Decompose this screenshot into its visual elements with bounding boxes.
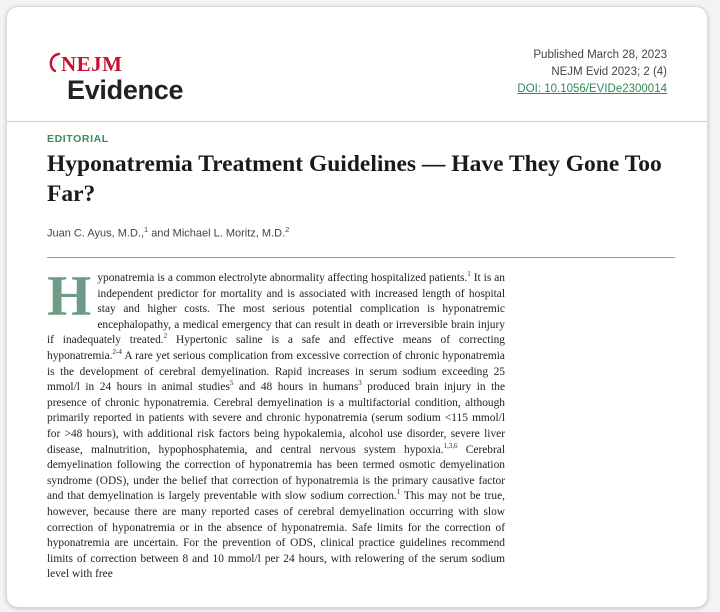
body-text: yponatremia is a common electrolyte abnormality affecting hospitalized patients. (97, 272, 468, 284)
author-separator: and (148, 227, 173, 240)
body-text: Hypertonic saline is a safe and effective means of correcting hyponatremia. (47, 334, 506, 362)
reference-marker[interactable]: 2-4 (112, 348, 122, 357)
author-name[interactable]: Juan C. Ayus, M.D., (47, 227, 145, 240)
reference-marker[interactable]: 1,3,6 (443, 441, 458, 450)
article-body (47, 265, 506, 583)
body-text: This may not be true, however, because there are many reported cases of cerebral demyelination occurring with slow correction of hyponatremia or in the absence of hyponatremia. Safe limits for the correction of hyponatremia are uncertain. For the prevention of ODS, clinical practice guidelines recommend limits of correction between 8 and 10 mmol/l per 24 hours, with relowering of the serum sodium level with free (47, 490, 505, 581)
nejm-evidence-logo[interactable] (47, 49, 197, 111)
reference-marker[interactable]: 1 (467, 270, 471, 279)
publication-info (517, 47, 667, 98)
body-text: Cerebral demyelination following the correction of hyponatremia has been termed osmotic demyelination syndrome (ODS), under the belief that correction of hyponatremia is the primary causative factor and that demyelination is largely preventable with slow sodium correction. (47, 443, 505, 503)
reference-marker[interactable]: 5 (229, 379, 234, 388)
reference-marker[interactable]: 3 (358, 379, 362, 388)
header-divider (7, 121, 707, 122)
author-line (47, 225, 289, 240)
logo-brand-text: NEJM (61, 52, 123, 76)
body-text: It is an independent predictor for mortality and is associated with increased length of hospital stay and higher costs. The most serious potential complication is hyponatremic encephalopathy, a medical emergency that can result in death or irreversible brain injury if inadequately treated. (47, 272, 505, 347)
body-text: produced brain injury in the presence of chronic hyponatremia. Cerebral demyelination is a multifactorial condition, although primarily reported in patients with severe and chronic hyponatremia (serum sodium <115 mmol/l for >48 hours), with additional risk factors being hypokalemia, alcohol use disorder, severe liver disease, malnutrition, hypophosphatemia, and central nervous system hypoxia. (47, 381, 506, 456)
affiliation-marker[interactable]: 1 (144, 225, 149, 234)
citation: NEJM Evid 2023; 2 (4) (551, 66, 667, 78)
article-page (6, 6, 708, 608)
title-divider (47, 257, 675, 258)
reference-marker[interactable]: 2 (163, 332, 168, 341)
section-label: EDITORIAL (47, 133, 109, 145)
reference-marker[interactable]: 1 (396, 488, 401, 497)
logo-product-text: Evidence (67, 75, 184, 105)
drop-cap: H (47, 265, 92, 328)
author-name[interactable]: Michael L. Moritz, M.D. (172, 227, 286, 240)
published-date: Published March 28, 2023 (533, 49, 667, 61)
body-text: A rare yet serious complication from excessive correction of chronic hyponatremia is the development of cerebral demyelination. Rapid increases in serum sodium exceeding 25 mmol/l in 24 hours in animal studies (47, 349, 505, 394)
doi-link[interactable]: DOI: 10.1056/EVIDe2300014 (517, 83, 667, 95)
affiliation-marker[interactable]: 2 (285, 225, 290, 234)
article-title: Hyponatremia Treatment Guidelines — Have They Gone Too Far? (47, 151, 662, 207)
body-text: and 48 hours in humans (233, 381, 359, 394)
